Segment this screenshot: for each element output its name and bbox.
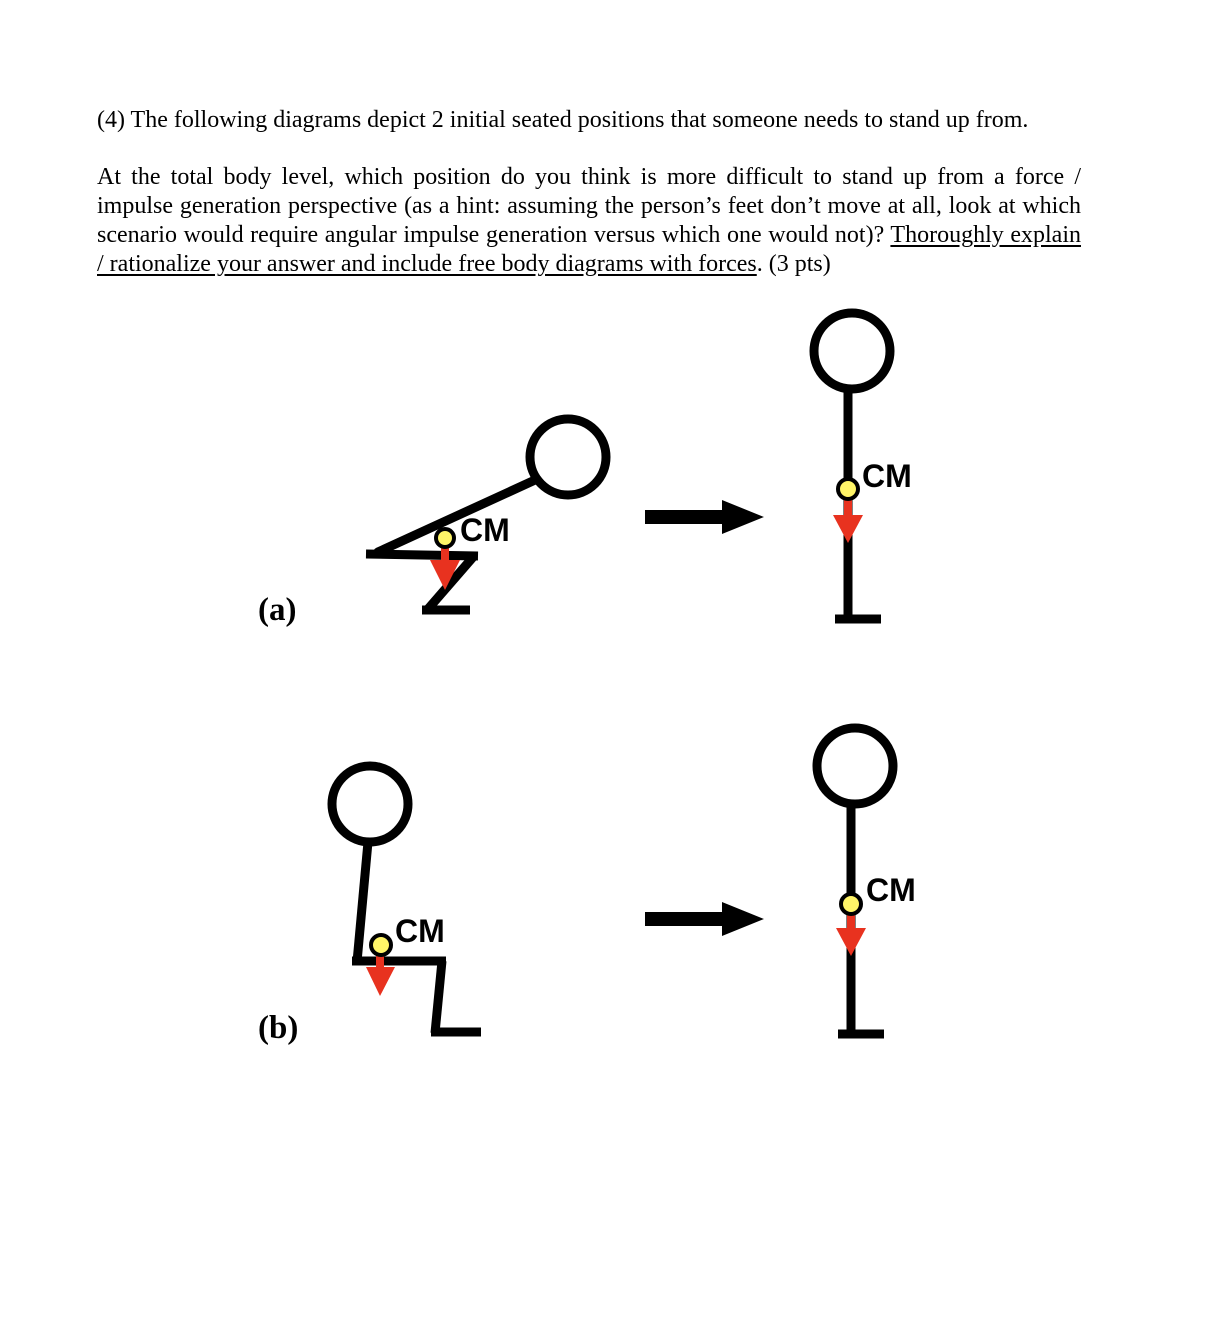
gravity-force-arrow [833, 515, 863, 543]
question-title: (4) The following diagrams depict 2 initial seated positions that someone needs to stand up from. [97, 107, 1029, 133]
question-text: At the total body level, which position do you think is more difficult to stand up from a force / impulse generation perspective (as a hint: assuming the person’s feet don’t move at all, look at which scenario would require angular impulse generation versus which one would not)? [97, 164, 1081, 248]
panel-a-transition-arrow-icon [645, 500, 764, 534]
trunk-line [357, 842, 368, 962]
panel-b [258, 728, 916, 1046]
panel-b-final-figure [817, 728, 916, 1035]
cm-label: CM [460, 512, 510, 548]
panel-a-final-figure [814, 313, 912, 620]
center-of-mass-marker [841, 894, 861, 914]
center-of-mass-marker [371, 935, 391, 955]
panel-b-initial-figure [332, 766, 481, 1033]
cm-label: CM [862, 458, 912, 494]
trunk-line [378, 480, 535, 552]
panel-b-transition-arrow-icon [645, 902, 764, 936]
cm-label: CM [395, 913, 445, 949]
center-of-mass-marker [838, 479, 858, 499]
question-instruction: Thoroughly explain / rationalize your answer and include free body diagrams with forces [97, 222, 1081, 277]
cm-label: CM [866, 872, 916, 908]
gravity-force-arrow [836, 928, 866, 956]
panel-a-initial-figure [366, 419, 606, 610]
shank-line [435, 961, 442, 1033]
question-points: . (3 pts) [756, 251, 831, 277]
head-icon [530, 419, 606, 495]
center-of-mass-marker [436, 529, 454, 547]
thigh-line [366, 554, 478, 556]
head-icon [332, 766, 408, 842]
panel-a-label: (a) [258, 592, 297, 628]
head-icon [814, 313, 890, 389]
panel-a [258, 313, 912, 628]
panel-b-label: (b) [258, 1010, 299, 1046]
head-icon [817, 728, 893, 804]
gravity-force-arrow [366, 967, 395, 996]
